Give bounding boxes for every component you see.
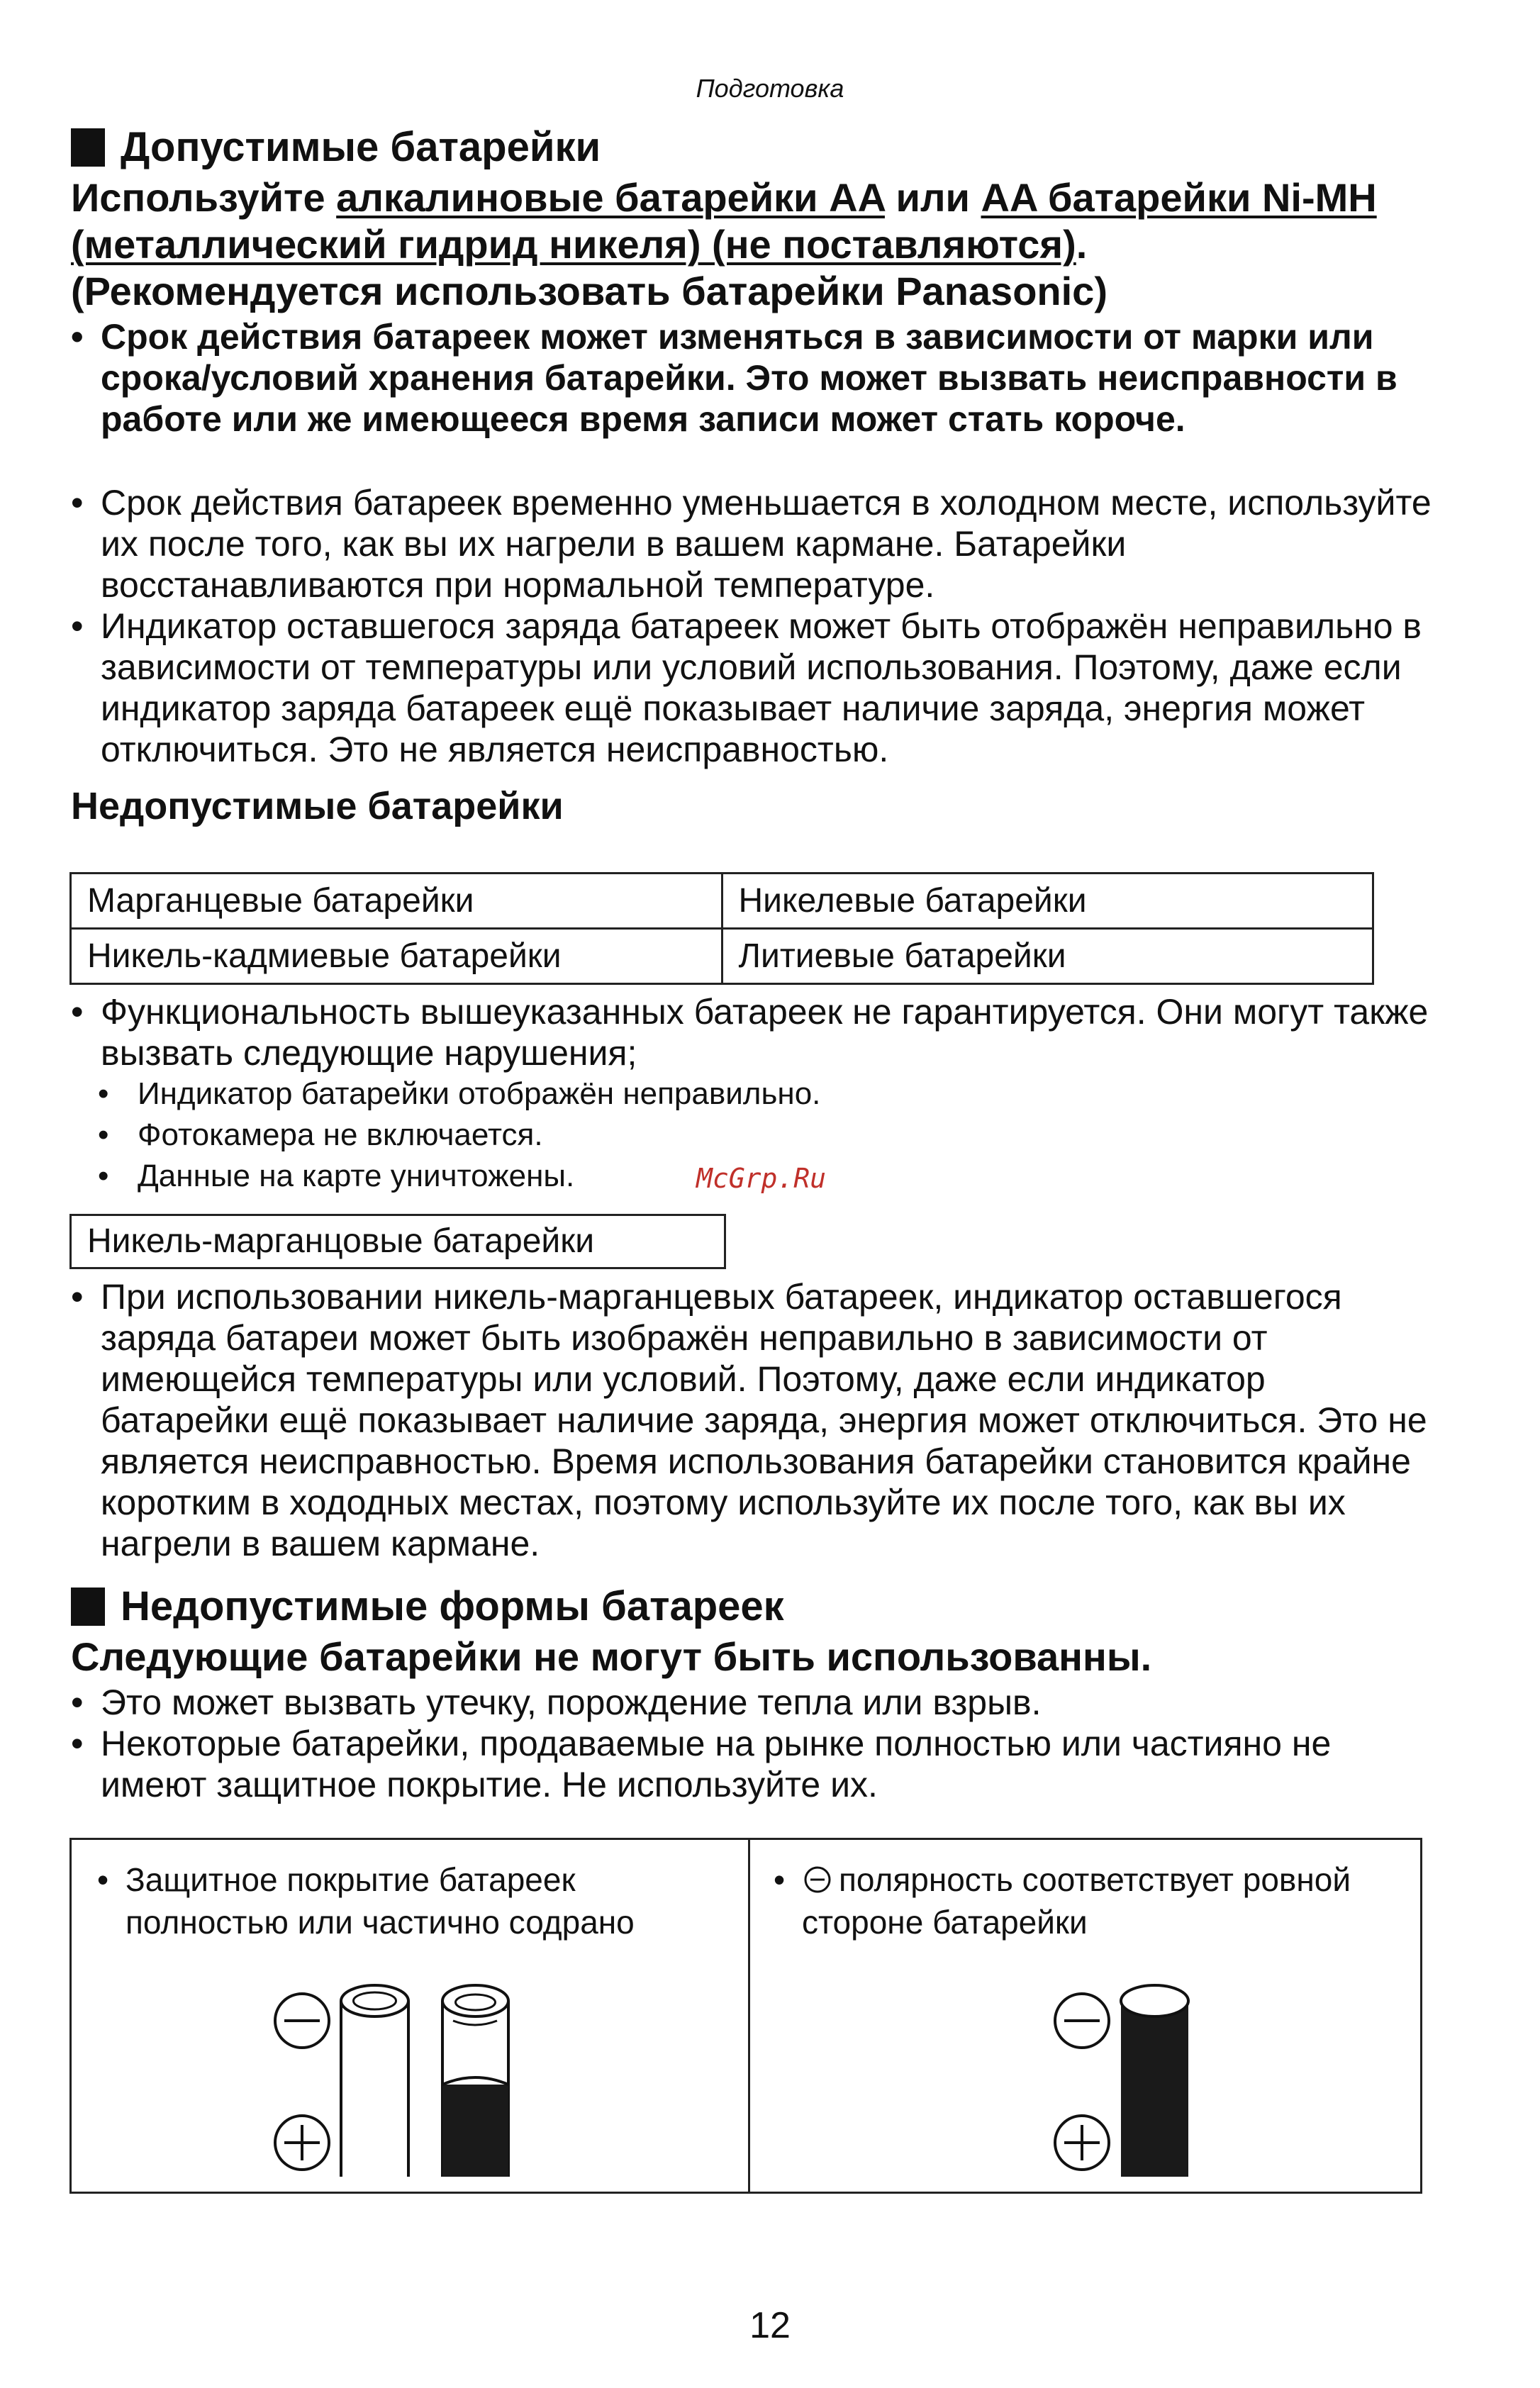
- minus-circle-icon: [802, 1864, 833, 1895]
- bullet-text: Срок действия батареек может изменяться в зависимости от марки или срока/условий хранения батарейки. Это может вызвать неисправности в работе или же имеющееся время записи может стать короче.: [101, 317, 1397, 439]
- battery-partial-strip-icon: [442, 1985, 508, 2177]
- table-cell: Литиевые батарейки: [722, 929, 1373, 984]
- bullet-text: Индикатор оставшегося заряда батареек может быть отображён неправильно в зависимости от температуры или условий использования. Поэтому, даже если индикатор заряда батареек ещё показывает наличие заряда, энергия может отключиться. Это не является неисправностью.: [101, 606, 1422, 769]
- left-cell-caption: [97, 1858, 721, 1943]
- bullet-dot: •: [71, 1277, 84, 1317]
- nimn-note: [71, 1276, 1432, 1564]
- table-row: [71, 874, 1373, 929]
- bullet-text: Данные на карте уничтожены.: [138, 1159, 575, 1193]
- section-marker-icon: [71, 1588, 105, 1626]
- page-number: 12: [749, 2305, 791, 2346]
- table-cell: Марганцевые батарейки: [71, 874, 722, 929]
- right-cell-caption: [774, 1858, 1397, 1943]
- cell-text: Защитное покрытие батареек полностью или частично содрано: [125, 1861, 635, 1941]
- lead-underlined-1: алкалиновые батарейки AA: [336, 175, 885, 220]
- bullet-dot: •: [71, 483, 84, 523]
- allowed-recommend: (Рекомендуется использовать батарейки Panasonic): [71, 269, 1107, 313]
- bullet-dot: •: [98, 1076, 109, 1111]
- disallowed-title: Недопустимые батарейки: [71, 785, 564, 827]
- plus-terminal-icon: [1055, 2116, 1109, 2170]
- nimn-label-box: Никель-марганцовые батарейки: [69, 1214, 726, 1269]
- lead-end: .: [1076, 222, 1088, 267]
- battery-flat-polarity-illustration: [1050, 1978, 1249, 2184]
- allowed-bullet-3: [71, 606, 1432, 770]
- bullet-dot: •: [774, 1861, 786, 1898]
- section-title-allowed: [71, 123, 601, 171]
- minus-terminal-icon: [1055, 1994, 1109, 2048]
- section-title-text: Недопустимые формы батареек: [121, 1583, 784, 1629]
- bullet-dot: •: [71, 317, 84, 357]
- section-title-text: Допустимые батарейки: [121, 124, 601, 170]
- bullet-text: Это может вызвать утечку, порождение тепла или взрыв.: [101, 1683, 1042, 1722]
- minus-terminal-icon: [275, 1994, 329, 2048]
- bullet-dot: •: [71, 992, 84, 1032]
- sub-bullet-2: [98, 1115, 1431, 1156]
- lead-prefix: Используйте: [71, 175, 337, 220]
- bullet-dot: •: [98, 1117, 109, 1152]
- cell-text: полярность соответствует ровной стороне батарейки: [802, 1861, 1351, 1941]
- table-row: [71, 929, 1373, 984]
- bullet-text: Фотокамера не включается.: [138, 1117, 543, 1152]
- bullet-text: Функциональность вышеуказанных батареек не гарантируется. Они могут также вызвать следующие нарушения;: [101, 992, 1429, 1073]
- allowed-lead: [71, 174, 1432, 268]
- battery-flat-top-icon: [1121, 1985, 1188, 2177]
- shapes-bullet-2: [71, 1723, 1432, 1805]
- bullet-dot: •: [97, 1861, 109, 1898]
- table-cell: Никелевые батарейки: [722, 874, 1373, 929]
- shapes-bullet-1: [71, 1682, 1432, 1723]
- bullet-text: Индикатор батарейки отображён неправильно.: [138, 1076, 821, 1111]
- box-divider: [748, 1840, 750, 2192]
- bullet-text: При использовании никель-марганцевых батареек, индикатор оставшегося заряда батареи может быть изображён неправильно в зависимости от имеющейся температуры или условий. Поэтому, даже если индикатор батарейки ещё показывает наличие заряда, энергия может отключиться. Это не является неисправностью. Время использования батарейки становится крайне коротким в хододных местах, поэтому используйте их после того, как вы их нагрели в вашем кармане.: [101, 1277, 1427, 1563]
- disallowed-note: [71, 991, 1432, 1073]
- bullet-dot: •: [71, 1724, 84, 1763]
- section-marker-icon: [71, 128, 105, 167]
- allowed-bullet-2: [71, 482, 1432, 606]
- bullet-text: Срок действия батареек временно уменьшается в холодном месте, используйте их после того, как вы их нагрели в вашем кармане. Батарейки восстанавливаются при нормальной температуре.: [101, 483, 1432, 605]
- watermark: McGrp.Ru: [696, 1163, 827, 1194]
- sub-bullet-1: [98, 1073, 1431, 1115]
- disallowed-table: [69, 872, 1374, 985]
- section-title-shapes: [71, 1583, 784, 1630]
- plus-terminal-icon: [275, 2116, 329, 2170]
- bullet-dot: •: [71, 1683, 84, 1722]
- allowed-bullet-1: [71, 316, 1432, 440]
- bullet-dot: •: [98, 1159, 109, 1193]
- shapes-lead: Следующие батарейки не могут быть использованны.: [71, 1634, 1152, 1679]
- table-cell: Никель-кадмиевые батарейки: [71, 929, 722, 984]
- lead-mid: или: [884, 175, 981, 220]
- lead-underlined-2: AA батарейки Ni-MH (металлический гидрид никеля) (не поставляются): [71, 175, 1377, 267]
- page-header: Подготовка: [696, 74, 844, 103]
- battery-stripped-illustration: [270, 1978, 568, 2184]
- bullet-dot: •: [71, 606, 84, 646]
- battery-shapes-box: [69, 1838, 1422, 2194]
- battery-full-strip-icon: [341, 1985, 408, 2177]
- bullet-text: Некоторые батарейки, продаваемые на рынке полностью или частияно не имеют защитное покрытие. Не используйте их.: [101, 1724, 1332, 1804]
